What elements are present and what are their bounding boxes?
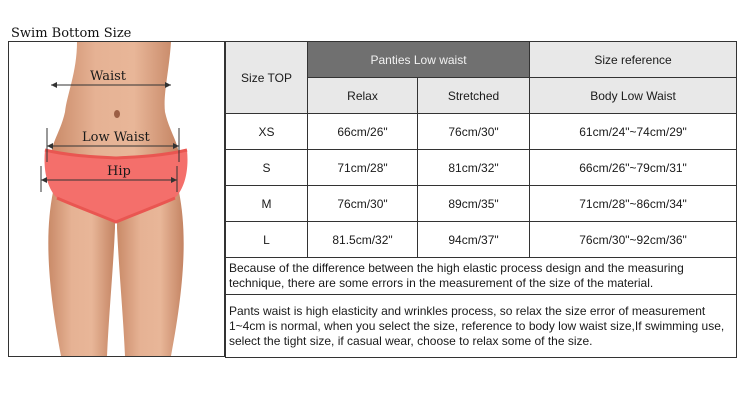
table-header-row [226, 42, 737, 78]
relax-cell: 71cm/28" [308, 150, 418, 186]
stretched-header: Stretched [418, 78, 530, 114]
table-row [226, 186, 737, 222]
panties-low-waist-header: Panties Low waist [308, 42, 530, 78]
body-cell: 66cm/26"~79cm/31" [530, 150, 737, 186]
relax-cell: 76cm/30" [308, 186, 418, 222]
stretched-cell: 76cm/30" [418, 114, 530, 150]
hip-label: Hip [107, 164, 131, 179]
body-cell: 61cm/24"~74cm/29" [530, 114, 737, 150]
body-cell: 71cm/28"~86cm/34" [530, 186, 737, 222]
torso-shape [51, 42, 179, 168]
size-header: Size TOP [226, 42, 308, 114]
size-cell: S [226, 150, 308, 186]
body-low-waist-header: Body Low Waist [530, 78, 737, 114]
low-waist-label: Low Waist [82, 130, 150, 145]
table-row [226, 114, 737, 150]
note-row [226, 258, 737, 295]
size-reference-header: Size reference [530, 42, 737, 78]
stretched-cell: 81cm/32" [418, 150, 530, 186]
relax-cell: 81.5cm/32" [308, 222, 418, 258]
stretched-cell: 89cm/35" [418, 186, 530, 222]
relax-header: Relax [308, 78, 418, 114]
measurement-note: Because of the difference between the high elastic process design and the measuring technique, there are some errors in the measurement of the size of the material. [226, 258, 737, 295]
size-table [225, 41, 737, 358]
body-cell: 76cm/30"~92cm/36" [530, 222, 737, 258]
size-cell: L [226, 222, 308, 258]
table-row [226, 222, 737, 258]
model-illustration [9, 42, 224, 356]
navel [114, 110, 120, 118]
size-cell: M [226, 186, 308, 222]
page-title: Swim Bottom Size [11, 26, 132, 41]
waist-label: Waist [90, 69, 127, 84]
sizing-advice-note: Pants waist is high elasticity and wrinkles process, so relax the size error of measurement 1~4cm is normal, when you select the size, reference to body low waist size,If swimming use, select the tight size, if casual wear, choose to relax some of the size. [226, 295, 737, 358]
stretched-cell: 94cm/37" [418, 222, 530, 258]
relax-cell: 66cm/26" [308, 114, 418, 150]
model-photo-panel [8, 41, 225, 357]
table-row [226, 150, 737, 186]
note-row [226, 295, 737, 358]
size-cell: XS [226, 114, 308, 150]
